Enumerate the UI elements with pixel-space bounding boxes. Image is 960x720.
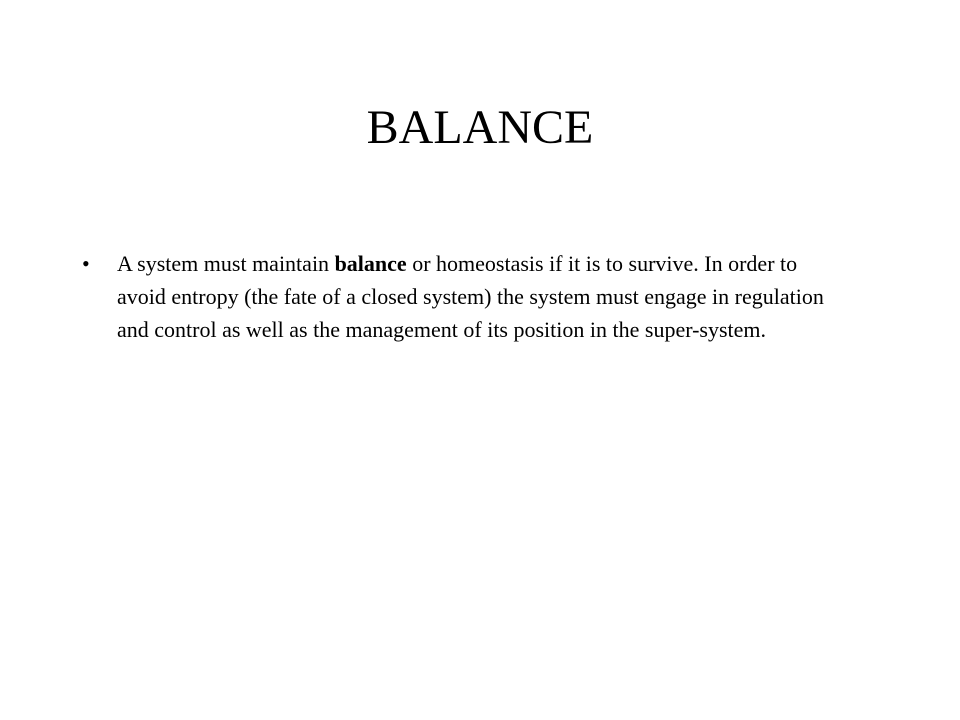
bullet-list xyxy=(82,247,842,346)
bullet-bold-term: balance xyxy=(334,251,407,276)
bullet-marker: • xyxy=(82,251,90,276)
bullet-text xyxy=(117,251,824,342)
bullet-item xyxy=(82,247,842,346)
bullet-text-after: or homeostasis if it is to survive. In order to avoid entropy (the fate of a closed system) the system must engage in regulation and control as well as the management of its position in the super-system. xyxy=(117,251,824,342)
slide-title: BALANCE xyxy=(366,101,594,154)
bullet-text-before: A system must maintain xyxy=(117,251,335,276)
